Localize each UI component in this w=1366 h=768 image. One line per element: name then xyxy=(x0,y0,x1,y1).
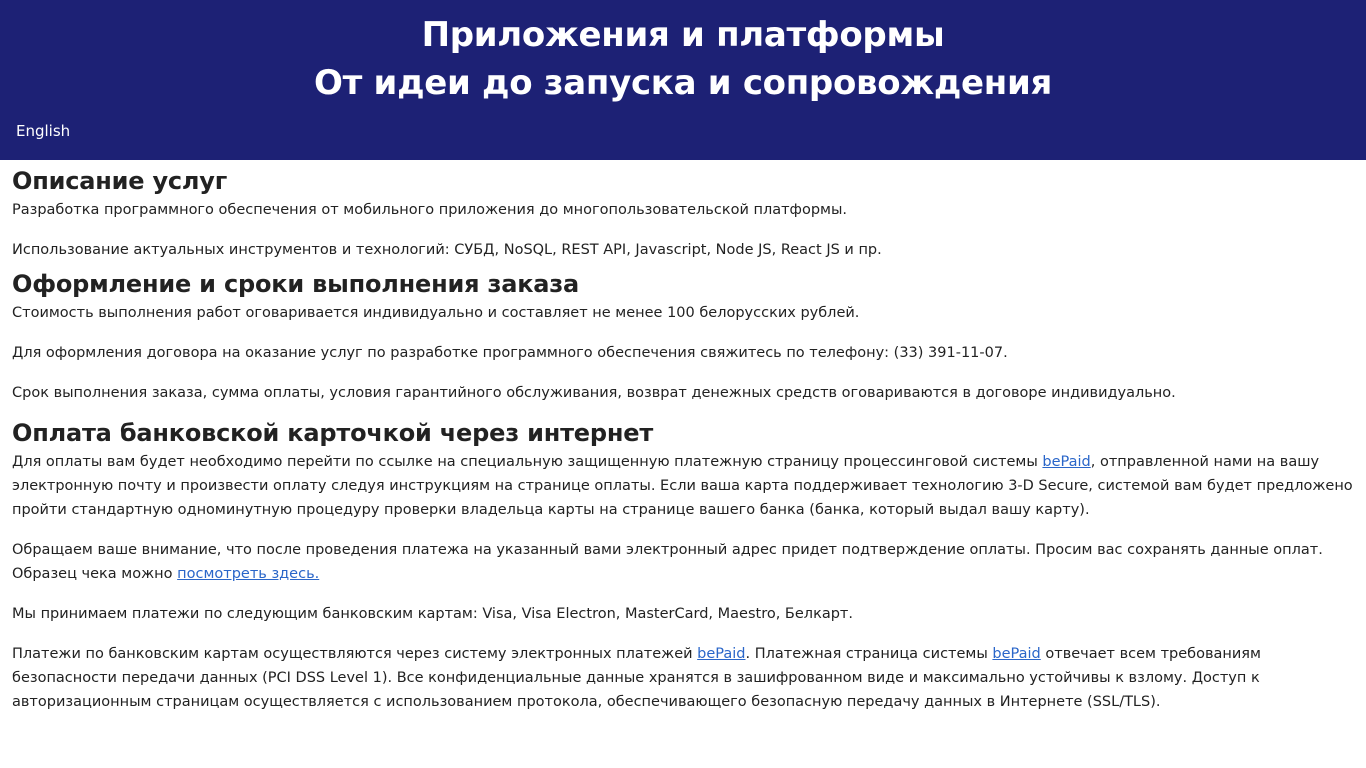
payment-p1-text-after: , отправленной нами на вашу электронную почту и произвести оплату следуя инструкциям на странице оплаты. Если ваша карта поддерживает технологию 3-D Secure, системой вам будет предложено пройти стандартную одноминутную процедуру проверки владельца карты на странице вашего банка (банка, который выдал вашу карту). xyxy=(12,454,1353,518)
services-heading: Описание услуг xyxy=(12,167,228,195)
payment-paragraph-instructions xyxy=(12,450,1354,522)
payment-p1-text-before: Для оплаты вам будет необходимо перейти по ссылке на специальную защищенную платежную страницу процессинговой системы xyxy=(12,454,1043,470)
bepaid-link-3[interactable]: bePaid xyxy=(992,646,1041,662)
main-content xyxy=(0,160,1366,714)
bepaid-link-2[interactable]: bePaid xyxy=(697,646,746,662)
order-paragraph-terms: Срок выполнения заказа, сумма оплаты, условия гарантийного обслуживания, возврат денежных средств оговариваются в договоре индивидуально. xyxy=(12,385,1176,401)
page-title-line-2: От идеи до запуска и сопровождения xyxy=(314,63,1052,103)
bepaid-link[interactable]: bePaid xyxy=(1042,454,1091,470)
services-section xyxy=(12,160,1354,262)
services-paragraph-1: Разработка программного обеспечения от мобильного приложения до многопользовательской платформы. xyxy=(12,202,848,218)
receipt-sample-link[interactable]: посмотреть здесь. xyxy=(177,566,320,582)
payment-paragraph-security xyxy=(12,642,1354,714)
page-title xyxy=(0,0,1366,107)
order-section xyxy=(12,262,1354,405)
payment-section xyxy=(12,405,1354,714)
payment-p4-text-after: отвечает всем требованиям безопасности передачи данных (PCI DSS Level 1). Все конфиденциальные данные хранятся в зашифрованном виде и максимально устойчивы к взлому. Доступ к авторизационным страницам осуществляется с использованием протокола, обеспечивающего безопасную передачу данных в Интернете (SSL/TLS). xyxy=(12,646,1261,710)
page-header xyxy=(0,0,1366,160)
language-switch-link[interactable]: English xyxy=(16,122,71,140)
order-heading: Оформление и сроки выполнения заказа xyxy=(12,270,580,298)
order-paragraph-price: Стоимость выполнения работ оговаривается индивидуально и составляет не менее 100 белорусских рублей. xyxy=(12,305,860,321)
payment-p4-text-middle: . Платежная страница системы xyxy=(745,646,993,662)
payment-heading: Оплата банковской карточкой через интернет xyxy=(12,419,654,447)
payment-p2-text-before: Обращаем ваше внимание, что после проведения платежа на указанный вами электронный адрес придет подтверждение оплаты. Просим вас сохранять данные оплат. Образец чека можно xyxy=(12,542,1323,582)
page-title-line-1: Приложения и платформы xyxy=(421,15,945,55)
payment-paragraph-receipt xyxy=(12,538,1354,586)
order-paragraph-contact: Для оформления договора на оказание услуг по разработке программного обеспечения свяжитесь по телефону: (33) 391-11-07. xyxy=(12,345,1008,361)
payment-p4-text-before: Платежи по банковским картам осуществляются через систему электронных платежей xyxy=(12,646,698,662)
services-paragraph-2: Использование актуальных инструментов и технологий: СУБД, NoSQL, REST API, Javascript, Node JS, React JS и пр. xyxy=(12,242,882,258)
payment-paragraph-cards: Мы принимаем платежи по следующим банковским картам: Visa, Visa Electron, MasterCard, Maestro, Белкарт. xyxy=(12,606,853,622)
